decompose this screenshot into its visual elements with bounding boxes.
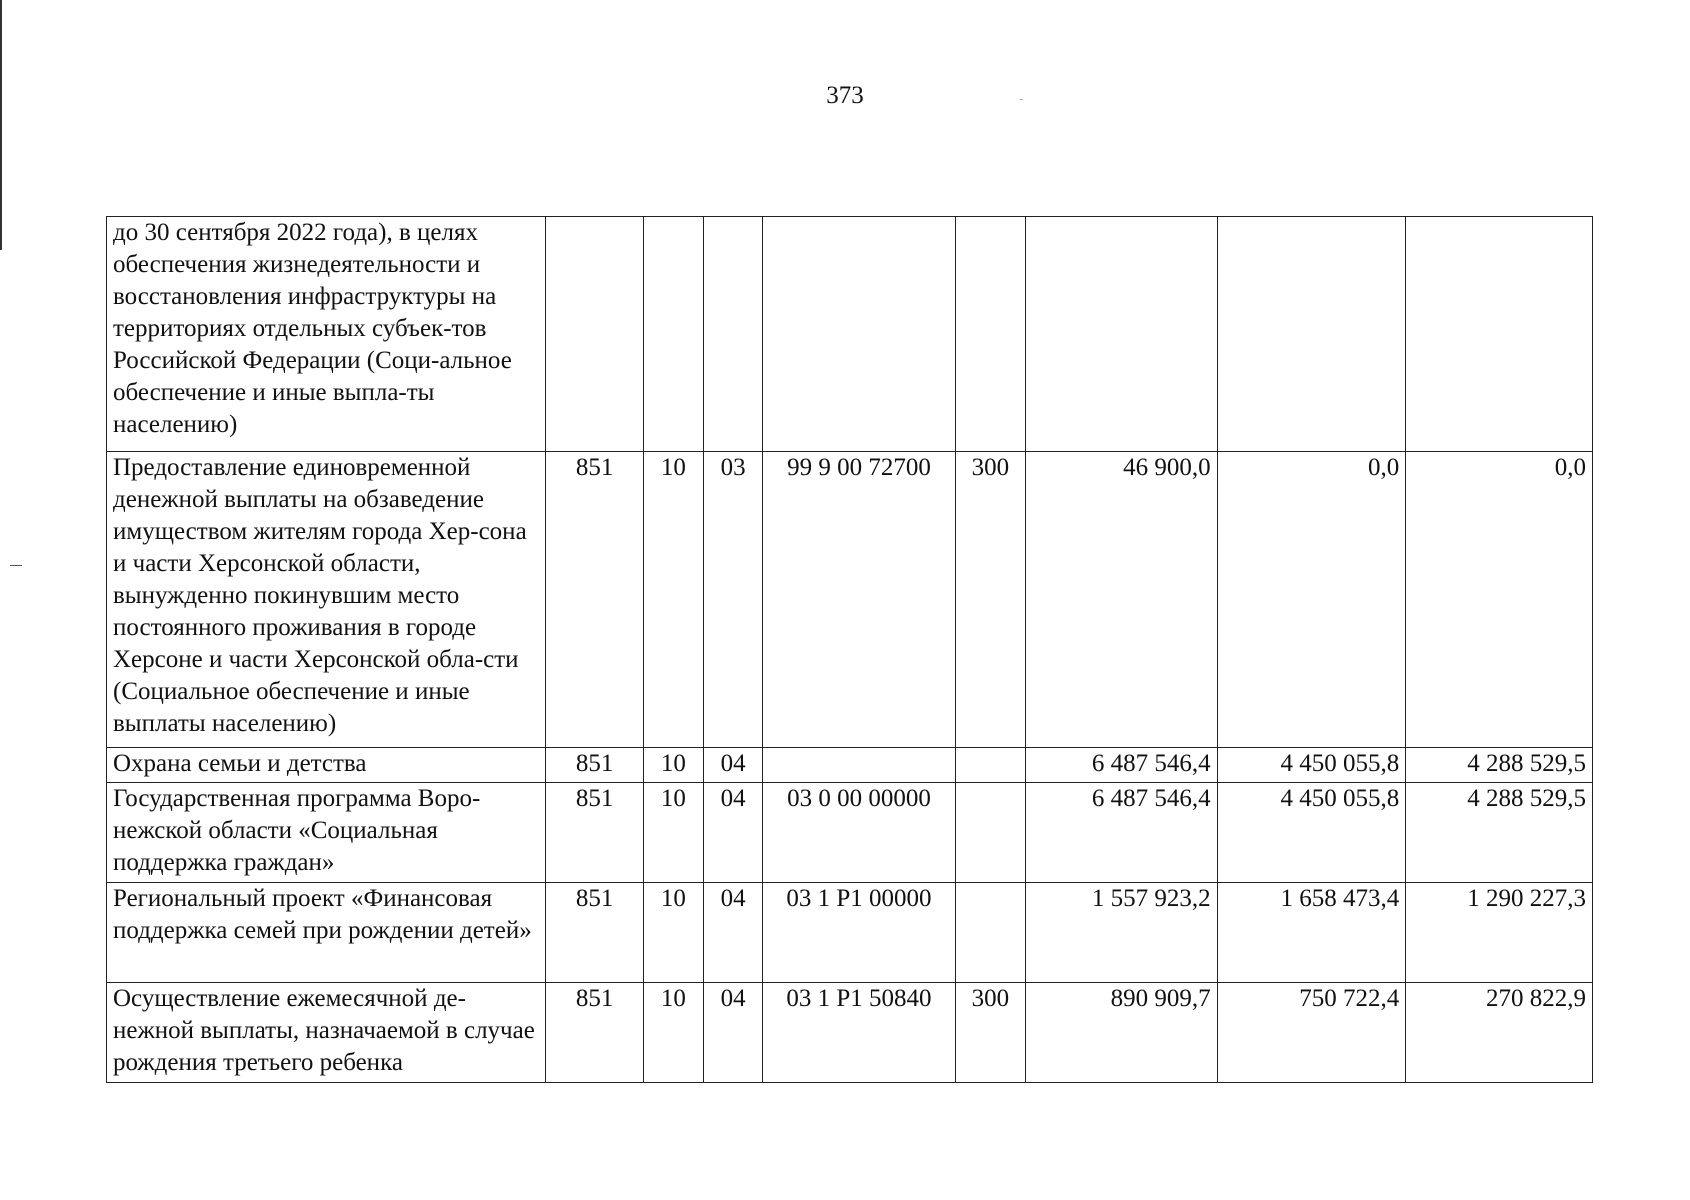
table-row: [107, 217, 1593, 452]
amount-year-1: 890 909,7: [1026, 983, 1218, 1083]
section-code: 10: [643, 783, 703, 883]
page-number: 373: [826, 82, 864, 109]
expense-type-code: [955, 217, 1025, 452]
amount-year-2: 4 450 055,8: [1217, 783, 1406, 883]
subsection-code: 04: [703, 883, 762, 983]
target-article-code: 03 1 Р1 00000: [763, 883, 956, 983]
table-row: [107, 983, 1593, 1083]
amount-year-1: 46 900,0: [1026, 452, 1218, 748]
amount-year-2: 750 722,4: [1217, 983, 1406, 1083]
subsection-code: 04: [703, 748, 762, 783]
expense-type-code: 300: [955, 452, 1025, 748]
row-description: Региональный проект «Финансовая поддержка семей при рождении детей»: [107, 883, 546, 983]
budget-table: [106, 216, 1593, 1083]
table-row: [107, 883, 1593, 983]
amount-year-3: 1 290 227,3: [1406, 883, 1593, 983]
amount-year-1: 6 487 546,4: [1026, 783, 1218, 883]
amount-year-3: [1406, 217, 1593, 452]
row-description: до 30 сентября 2022 года), в целях обеспечения жизнедеятельности и восстановления инфраструктуры на территориях отдельных субъек-тов Российской Федерации (Соци-альное обеспечение и иные выпла-ты населению): [107, 217, 546, 452]
target-article-code: [763, 748, 956, 783]
section-code: [643, 217, 703, 452]
amount-year-3: 0,0: [1406, 452, 1593, 748]
amount-year-1: 1 557 923,2: [1026, 883, 1218, 983]
row-description: Государственная программа Воро-нежской области «Социальная поддержка граждан»: [107, 783, 546, 883]
ministry-code: 851: [546, 983, 643, 1083]
ministry-code: [546, 217, 643, 452]
target-article-code: 03 1 Р1 50840: [763, 983, 956, 1083]
target-article-code: 99 9 00 72700: [763, 452, 956, 748]
amount-year-2: 4 450 055,8: [1217, 748, 1406, 783]
amount-year-1: 6 487 546,4: [1026, 748, 1218, 783]
amount-year-3: 270 822,9: [1406, 983, 1593, 1083]
section-code: 10: [643, 748, 703, 783]
subsection-code: [703, 217, 762, 452]
section-code: 10: [643, 983, 703, 1083]
target-article-code: [763, 217, 956, 452]
section-code: 10: [643, 452, 703, 748]
amount-year-3: 4 288 529,5: [1406, 783, 1593, 883]
expense-type-code: [955, 748, 1025, 783]
section-code: 10: [643, 883, 703, 983]
expense-type-code: 300: [955, 983, 1025, 1083]
amount-year-2: 0,0: [1217, 452, 1406, 748]
subsection-code: 03: [703, 452, 762, 748]
table-row: [107, 452, 1593, 748]
table-row: [107, 783, 1593, 883]
ministry-code: 851: [546, 748, 643, 783]
amount-year-1: [1026, 217, 1218, 452]
subsection-code: 04: [703, 783, 762, 883]
expense-type-code: [955, 783, 1025, 883]
table-row: [107, 748, 1593, 783]
amount-year-2: 1 658 473,4: [1217, 883, 1406, 983]
ministry-code: 851: [546, 452, 643, 748]
ministry-code: 851: [546, 883, 643, 983]
left-margin-rule: [0, 0, 2, 250]
ministry-code: 851: [546, 783, 643, 883]
margin-tick: [10, 565, 22, 566]
row-description: Предоставление единовременной денежной выплаты на обзаведение имуществом жителям города Хер-сона и части Херсонской области, вынужденно покинувшим место постоянного проживания в городе Херсоне и части Херсонской обла-сти (Социальное обеспечение и иные выплаты населению): [107, 452, 546, 748]
row-description: Охрана семьи и детства: [107, 748, 546, 783]
amount-year-3: 4 288 529,5: [1406, 748, 1593, 783]
amount-year-2: [1217, 217, 1406, 452]
target-article-code: 03 0 00 00000: [763, 783, 956, 883]
subsection-code: 04: [703, 983, 762, 1083]
expense-type-code: [955, 883, 1025, 983]
row-description: Осуществление ежемесячной де-нежной выплаты, назначаемой в случае рождения третьего ребенка: [107, 983, 546, 1083]
